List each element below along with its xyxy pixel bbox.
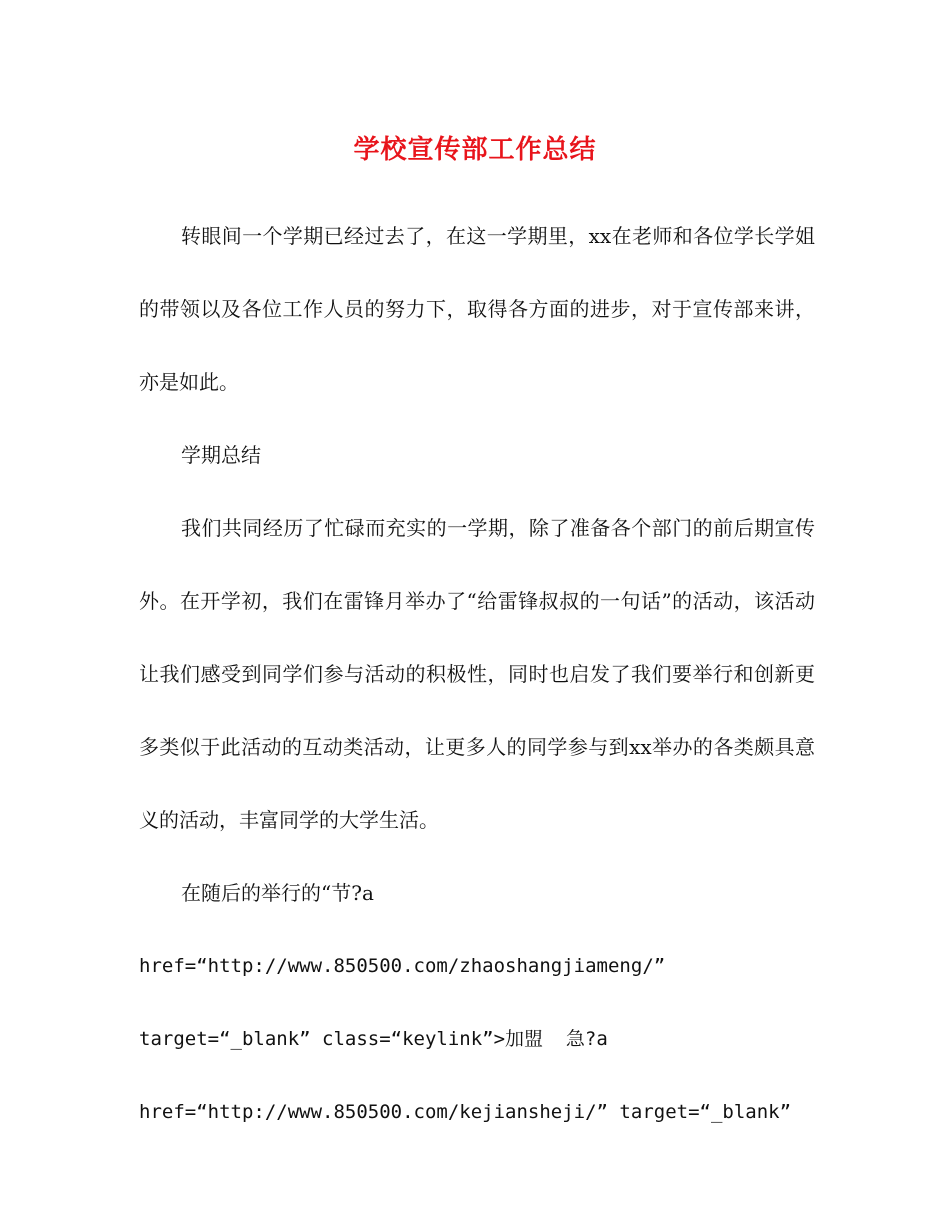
section-heading-term-summary: 学期总结 — [181, 443, 261, 467]
code-line-2: target=“_blank” class=“keylink”>加盟 急?a — [139, 1028, 608, 1050]
paragraph-activities: 我们共同经历了忙碌而充实的一学期，除了准备各个部门的前后期宣传外。在开学初，我们在雷锋月举办了“给雷锋叔叔的一句话”的活动，该活动让我们感受到同学们参与活动的积极性，同时也启发了我们要举行和创新更多类似于此活动的互动类活动，让更多人的同学参与到xx举办的各类颇具意义的活动，丰富同学的大学生活。 — [139, 516, 815, 832]
document-title: 学校宣传部工作总结 — [353, 135, 597, 165]
code-line-1: href=“http://www.850500.com/zhaoshangjiameng/” — [139, 955, 666, 977]
document-body — [139, 200, 815, 1149]
paragraph-following-event: 在随后的举行的“节?a — [181, 881, 374, 905]
code-line-3: href=“http://www.850500.com/kejiansheji/” target=“_blank” — [139, 1101, 792, 1123]
paragraph-intro: 转眼间一个学期已经过去了，在这一学期里，xx在老师和各位学长学姐的带领以及各位工作人员的努力下，取得各方面的进步，对于宣传部来讲，亦是如此。 — [139, 224, 815, 394]
